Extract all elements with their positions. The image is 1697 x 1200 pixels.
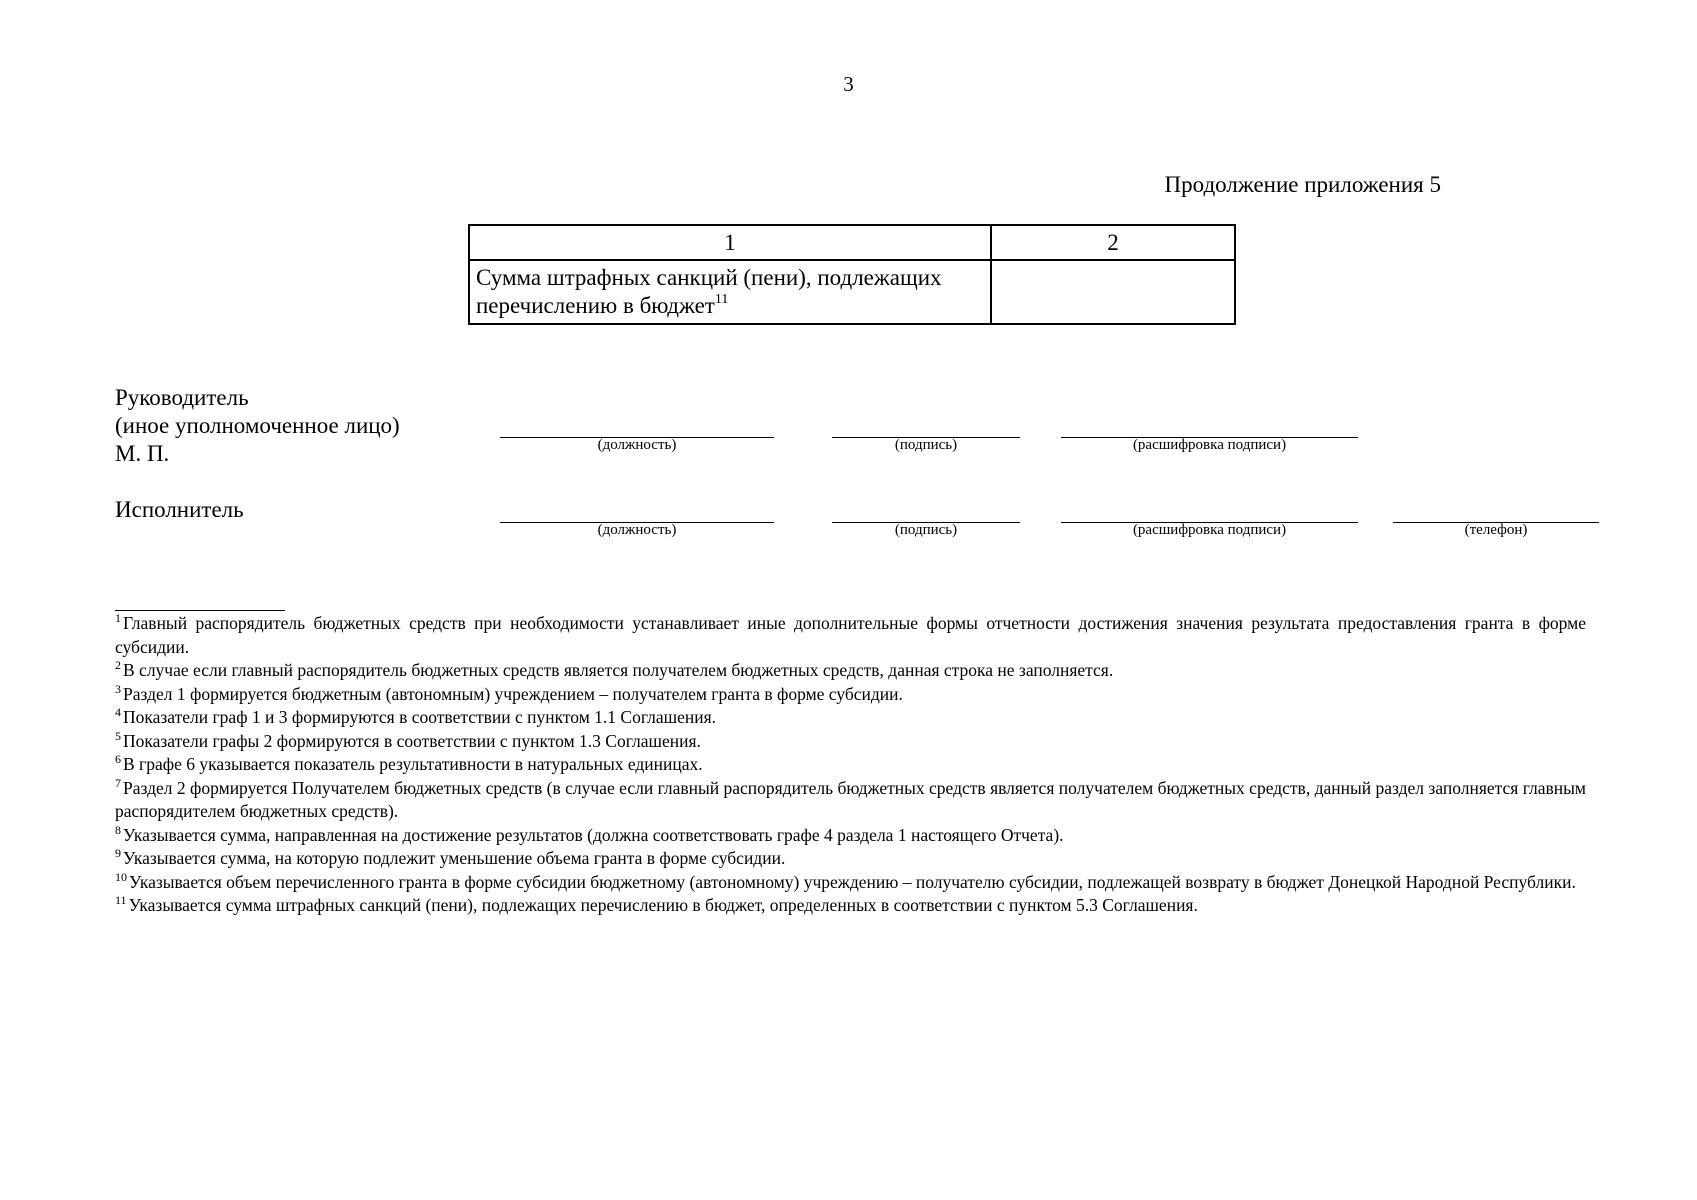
executor-signature-caption: (подпись)	[894, 522, 958, 538]
executor-decoding-caption: (расшифровка подписи)	[1132, 522, 1287, 538]
executor-position-caption: (должность)	[597, 522, 677, 538]
head-position-caption: (должность)	[597, 437, 677, 453]
footnote-separator	[115, 610, 285, 611]
executor-phone-caption: (телефон)	[1464, 522, 1528, 538]
footnotes	[115, 612, 1586, 918]
footnote-number: 3	[115, 681, 121, 696]
footnote	[115, 730, 1586, 754]
footnote-number: 4	[115, 705, 121, 719]
report-table	[468, 224, 1236, 325]
head-decoding-caption: (расшифровка подписи)	[1132, 437, 1287, 453]
head-subtitle: (иное уполномоченное лицо)	[115, 413, 400, 438]
footnote	[115, 847, 1586, 871]
footnote-number: 11	[115, 893, 127, 907]
footnote-text: Раздел 1 формируется бюджетным (автономным) учреждением – получателем гранта в форме субсидии.	[123, 683, 903, 704]
page-number: 3	[843, 72, 854, 96]
footnote-text: Указывается сумма, на которую подлежит уменьшение объема гранта в форме субсидии.	[123, 848, 786, 868]
column-header-2: 2	[991, 225, 1235, 260]
footnote	[115, 824, 1586, 848]
footnote-text: В графе 6 указывается показатель результативности в натуральных единицах.	[123, 754, 703, 774]
footnote-text: Указывается сумма, направленная на достижение результатов (должна соответствовать графе 4 раздела 1 настоящего Отчета).	[123, 824, 1064, 845]
footnote-text: В случае если главный распорядитель бюджетных средств является получателем бюджетных средств, данная строка не заполняется.	[123, 660, 1114, 680]
footnote	[115, 612, 1586, 659]
stamp-place-label: М. П.	[115, 441, 170, 466]
appendix-note: Продолжение приложения 5	[1164, 172, 1441, 197]
footnote-text: Раздел 2 формируется Получателем бюджетных средств (в случае если главный распорядитель бюджетных средств является получателем бюджетных средств, данный раздел заполняется главным распорядителем бюджетных средств).	[115, 777, 1586, 821]
footnote	[115, 706, 1586, 730]
footnote-text: Показатели графы 2 формируются в соответствии с пунктом 1.3 Соглашения.	[123, 730, 701, 751]
footnote-ref: 11	[714, 292, 729, 307]
footnote	[115, 659, 1586, 683]
footnote-number: 10	[115, 869, 127, 884]
column-header-1: 1	[469, 225, 991, 260]
footnote	[115, 871, 1586, 895]
footnote-number: 8	[115, 822, 121, 837]
head-signature-caption: (подпись)	[894, 437, 958, 453]
footnote-number: 9	[115, 846, 121, 860]
head-title: Руководитель	[115, 385, 249, 410]
table-row	[469, 260, 1235, 324]
footnote-number: 6	[115, 752, 121, 766]
row-label-cell	[469, 260, 991, 324]
footnote-text: Указывается сумма штрафных санкций (пени), подлежащих перечислению в бюджет, определенных в соответствии с пунктом 5.3 Соглашения.	[128, 895, 1198, 915]
footnote	[115, 683, 1586, 707]
row-label: Сумма штрафных санкций (пени), подлежащих перечислению в бюджет	[476, 265, 942, 318]
footnote-number: 2	[115, 658, 121, 672]
footnote-text: Главный распорядитель бюджетных средств при необходимости устанавливает иные дополнительные формы отчетности достижения значения результата предоставления гранта в форме субсидии.	[115, 613, 1586, 657]
footnote	[115, 753, 1586, 777]
footnote-number: 5	[115, 728, 121, 743]
footnote-number: 7	[115, 775, 121, 790]
table-header-row	[469, 225, 1235, 260]
footnote-number: 1	[115, 611, 121, 625]
executor-label: Исполнитель	[115, 497, 244, 522]
footnote-text: Показатели граф 1 и 3 формируются в соответствии с пунктом 1.1 Соглашения.	[123, 707, 717, 727]
footnote-text: Указывается объем перечисленного гранта в форме субсидии бюджетному (автономному) учреждению – получателю субсидии, подлежащей возврату в бюджет Донецкой Народной Республики.	[129, 871, 1576, 892]
footnote	[115, 777, 1586, 824]
footnote	[115, 894, 1586, 918]
row-value-cell	[991, 260, 1235, 324]
